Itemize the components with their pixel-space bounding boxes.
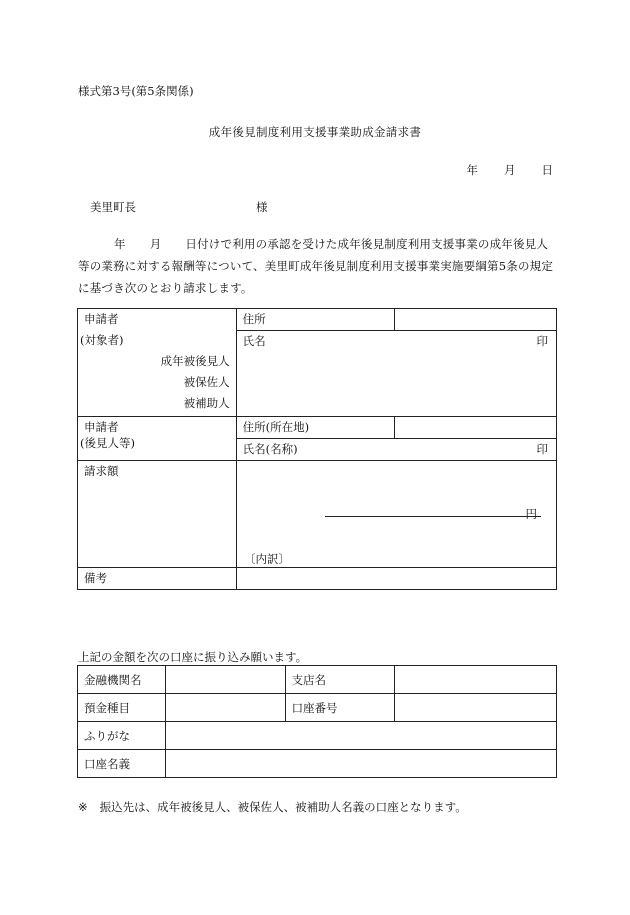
type-ward: 成年被後見人	[160, 354, 230, 368]
document-title: 成年後見制度利用支援事業助成金請求書	[208, 125, 422, 139]
claim-amount-label: 請求額	[78, 461, 237, 568]
deposit-type-field[interactable]	[165, 694, 285, 722]
bank-account-table	[77, 665, 557, 778]
claim-amount-field[interactable]	[236, 461, 556, 568]
bank-name-field[interactable]	[165, 666, 285, 694]
type-assisted-person: 被補助人	[183, 396, 230, 410]
guardian-applicant-sublabel: (後見人等)	[80, 436, 135, 450]
date-month: 月	[504, 163, 516, 177]
guardian-address-field[interactable]	[395, 417, 557, 439]
request-statement	[78, 233, 558, 299]
guardian-address-label: 住所(所在地)	[236, 417, 395, 439]
subject-seal: 印	[536, 334, 548, 348]
remarks-label: 備考	[78, 568, 237, 590]
subject-address-label: 住所	[236, 309, 395, 331]
guardian-name-field[interactable]	[236, 439, 556, 461]
remarks-field[interactable]	[236, 568, 556, 590]
breakdown-label: 〔内訳〕	[244, 552, 290, 566]
guardian-name-label: 氏名(名称)	[242, 442, 298, 456]
bank-name-label: 金融機関名	[78, 666, 166, 694]
account-number-label: 口座番号	[285, 694, 395, 722]
furigana-label: ふりがな	[78, 722, 166, 750]
date-day: 日	[541, 163, 553, 177]
statement-text: 日付けで利用の承認を受けた成年後見制度利用支援事業の成年後見人等の業務に対する報酬等について、美里町成年後見制度利用支援事業実施要綱第5条の規定に基づき次のとおり請求します。	[78, 237, 554, 295]
date-line	[467, 162, 554, 178]
addressee-honorific: 様	[256, 200, 268, 214]
addressee-name: 美里町長	[90, 200, 136, 214]
addressee	[90, 199, 290, 215]
applicant-table	[77, 308, 557, 590]
yen-unit: 円	[525, 507, 537, 521]
form-number: 様式第3号(第5条関係)	[78, 84, 194, 98]
footnote-text: 振込先は、成年被後見人、被保佐人、被補助人名義の口座となります。	[99, 800, 467, 814]
footnote	[78, 799, 467, 815]
type-curatee: 被保佐人	[183, 375, 230, 389]
statement-month: 月	[149, 237, 162, 251]
subject-name-label: 氏名	[242, 334, 266, 348]
subject-name-field[interactable]	[236, 331, 556, 417]
guardian-applicant-cell	[78, 417, 237, 461]
subject-applicant-sublabel: (対象者)	[80, 333, 124, 347]
note-mark: ※	[78, 800, 88, 814]
branch-name-label: 支店名	[285, 666, 395, 694]
subject-applicant-cell	[78, 309, 237, 417]
deposit-type-label: 預金種目	[78, 694, 166, 722]
transfer-note: 上記の金額を次の口座に振り込み願います。	[78, 650, 308, 664]
subject-address-field[interactable]	[395, 309, 557, 331]
date-year: 年	[466, 163, 478, 177]
guardian-seal: 印	[536, 442, 548, 456]
subject-applicant-label: 申請者	[84, 312, 119, 326]
account-number-field[interactable]	[395, 694, 557, 722]
furigana-field[interactable]	[165, 722, 556, 750]
branch-name-field[interactable]	[395, 666, 557, 694]
account-holder-label: 口座名義	[78, 750, 166, 778]
guardian-applicant-label: 申請者	[84, 420, 119, 434]
account-holder-field[interactable]	[165, 750, 556, 778]
statement-year: 年	[114, 237, 126, 251]
